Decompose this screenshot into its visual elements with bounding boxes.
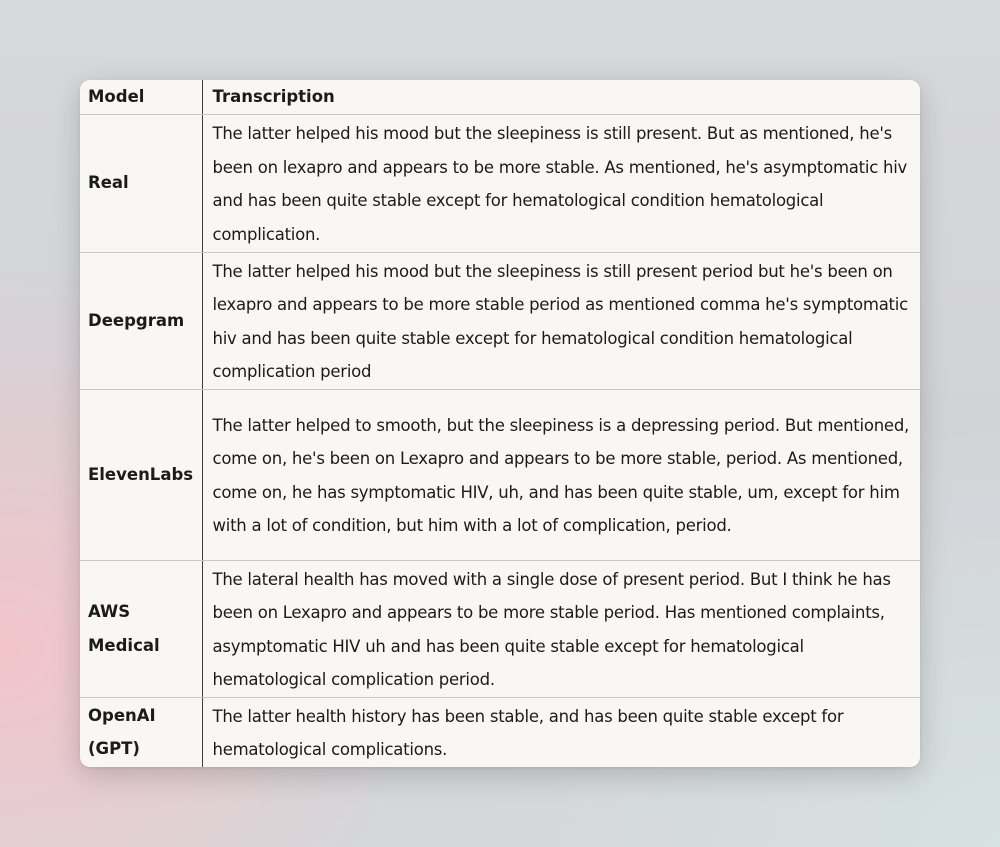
transcription-text: The latter helped to smooth, but the sleepiness is a depressing period. But mentioned, come on, he's been on Lexapro and appears to be more stable, period. As mentioned, come on, he has symptomatic HIV, uh, and has been quite stable, um, except for him with a lot of condition, but him with a lot of complication, period. (202, 389, 920, 560)
transcription-table (80, 80, 920, 767)
model-name: ElevenLabs (80, 389, 202, 560)
model-name: OpenAI (GPT) (80, 697, 202, 767)
table-row (80, 560, 920, 697)
table-row (80, 389, 920, 560)
transcription-text: The latter helped his mood but the sleepiness is still present. But as mentioned, he's been on lexapro and appears to be more stable. As mentioned, he's asymptomatic hiv and has been quite stable except for hematological condition hematological complication. (202, 114, 920, 252)
model-name: AWS Medical (80, 560, 202, 697)
transcription-text: The latter health history has been stable, and has been quite stable except for hematological complications. (212, 706, 844, 760)
table-row (80, 697, 920, 767)
transcription-comparison-card (80, 80, 920, 767)
model-name: Deepgram (80, 252, 202, 389)
table-header-row (80, 80, 920, 114)
header-model: Model (80, 80, 202, 114)
table-row (80, 252, 920, 389)
transcription-text: The latter helped his mood but the sleepiness is still present period but he's been on lexapro and appears to be more stable period as mentioned comma he's symptomatic hiv and has been quite stable except for hematological condition hematological complication period (202, 252, 920, 389)
transcription-text: The lateral health has moved with a single dose of present period. But I think he has been on Lexapro and appears to be more stable period. Has mentioned complaints, asymptomatic HIV uh and has been quite stable except for hematological hematological complication period. (202, 560, 920, 697)
model-name: Real (80, 114, 202, 252)
table-row (80, 114, 920, 252)
header-transcription: Transcription (202, 80, 920, 114)
